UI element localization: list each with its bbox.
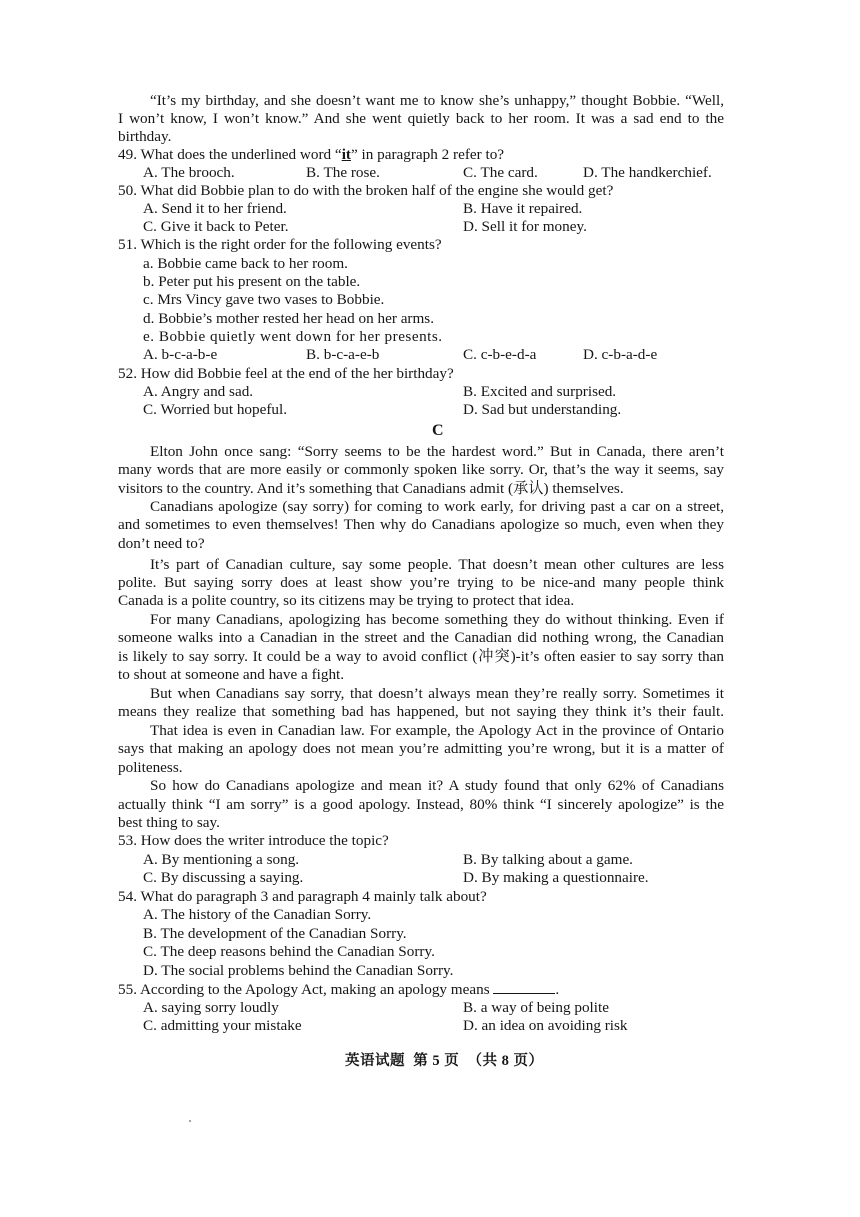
passage-line: polite. But saying sorry does at least show you’re trying to be nice-and many people think bbox=[118, 574, 724, 591]
question-52-option-c[interactable]: C. Worried but hopeful. bbox=[143, 401, 288, 418]
question-54-option-d[interactable]: D. The social problems behind the Canadian Sorry. bbox=[143, 962, 454, 979]
event-item: c. Mrs Vincy gave two vases to Bobbie. bbox=[143, 291, 385, 308]
passage-line: and sometimes to even themselves! Then why do Canadians apologize so much, even when they bbox=[118, 516, 724, 533]
question-50-option-c[interactable]: C. Give it back to Peter. bbox=[143, 218, 289, 235]
page-footer: 英语试题 第 5 页 （共 8 页） bbox=[345, 1053, 544, 1069]
question-53-option-c[interactable]: C. By discussing a saying. bbox=[143, 869, 304, 886]
passage-line: For many Canadians, apologizing has become something they do without thinking. Even if bbox=[150, 611, 724, 628]
question-54-option-c[interactable]: C. The deep reasons behind the Canadian Sorry. bbox=[143, 943, 435, 960]
question-54-option-b[interactable]: B. The development of the Canadian Sorry. bbox=[143, 925, 407, 942]
question-55-stem: 55. According to the Apology Act, making an apology means . bbox=[118, 981, 560, 998]
question-49-stem: 49. What does the underlined word “it” in paragraph 2 refer to? bbox=[118, 146, 505, 163]
scan-speck bbox=[189, 1120, 191, 1122]
passage-line: someone walks into a Canadian in the street and the Canadian did nothing wrong, the Canadian bbox=[118, 629, 724, 646]
question-49-option-d[interactable]: D. The handkerchief. bbox=[583, 164, 712, 181]
passage-line: means they realize that something bad has happened, but not saying they think it’s their fault. bbox=[118, 703, 724, 720]
question-49-option-a[interactable]: A. The brooch. bbox=[143, 164, 235, 181]
passage-line: actually think “I am sorry” is a good apology. Instead, 80% think “I sincerely apologize” is the bbox=[118, 796, 724, 813]
passage-line: don’t need to? bbox=[118, 535, 205, 552]
event-item: d. Bobbie’s mother rested her head on her arms. bbox=[143, 310, 435, 327]
question-52-option-b[interactable]: B. Excited and surprised. bbox=[463, 383, 617, 400]
passage-line: is likely to say sorry. It could be a way to avoid conflict (冲突)-it’s often easier to say sorry than bbox=[118, 648, 724, 665]
question-53-stem: 53. How does the writer introduce the topic? bbox=[118, 832, 389, 849]
passage-line: politeness. bbox=[118, 759, 183, 776]
passage-line: birthday. bbox=[118, 128, 172, 145]
question-50-option-a[interactable]: A. Send it to her friend. bbox=[143, 200, 287, 217]
question-50-option-d[interactable]: D. Sell it for money. bbox=[463, 218, 587, 235]
question-52-option-d[interactable]: D. Sad but understanding. bbox=[463, 401, 622, 418]
section-heading: C bbox=[432, 422, 444, 439]
question-50-option-b[interactable]: B. Have it repaired. bbox=[463, 200, 583, 217]
event-item: e. Bobbie quietly went down for her presents. bbox=[143, 328, 443, 345]
question-53-option-b[interactable]: B. By talking about a game. bbox=[463, 851, 633, 868]
question-51-option-d[interactable]: D. c-b-a-d-e bbox=[583, 346, 658, 363]
question-49-option-b[interactable]: B. The rose. bbox=[306, 164, 380, 181]
question-50-stem: 50. What did Bobbie plan to do with the broken half of the engine she would get? bbox=[118, 182, 614, 199]
question-51-stem: 51. Which is the right order for the following events? bbox=[118, 236, 442, 253]
question-51-option-b[interactable]: B. b-c-a-e-b bbox=[306, 346, 380, 363]
question-52-option-a[interactable]: A. Angry and sad. bbox=[143, 383, 254, 400]
question-51-option-a[interactable]: A. b-c-a-b-e bbox=[143, 346, 218, 363]
passage-line: It’s part of Canadian culture, say some people. That doesn’t mean other cultures are less bbox=[150, 556, 724, 573]
passage-line: Elton John once sang: “Sorry seems to be the hardest word.” But in Canada, there aren’t bbox=[150, 443, 724, 460]
question-54-option-a[interactable]: A. The history of the Canadian Sorry. bbox=[143, 906, 372, 923]
question-54-stem: 54. What do paragraph 3 and paragraph 4 mainly talk about? bbox=[118, 888, 487, 905]
underlined-word: it bbox=[341, 146, 351, 163]
question-53-option-d[interactable]: D. By making a questionnaire. bbox=[463, 869, 649, 886]
passage-line: says that making an apology does not mean you’re admitting you’re wrong, but it is a matter of bbox=[118, 740, 724, 757]
passage-line: So how do Canadians apologize and mean it? A study found that only 62% of Canadians bbox=[150, 777, 724, 794]
passage-line: “It’s my birthday, and she doesn’t want me to know she’s unhappy,” thought Bobbie. “Well, bbox=[150, 92, 724, 109]
question-51-option-c[interactable]: C. c-b-e-d-a bbox=[463, 346, 537, 363]
event-item: a. Bobbie came back to her room. bbox=[143, 255, 348, 272]
question-53-option-a[interactable]: A. By mentioning a song. bbox=[143, 851, 300, 868]
passage-line: to shout at someone and have a fight. bbox=[118, 666, 345, 683]
question-55-option-d[interactable]: D. an idea on avoiding risk bbox=[463, 1017, 628, 1034]
question-55-option-c[interactable]: C. admitting your mistake bbox=[143, 1017, 302, 1034]
passage-line: visitors to the country. And it’s something that Canadians admit (承认) themselves. bbox=[118, 480, 624, 497]
answer-blank[interactable] bbox=[493, 980, 555, 994]
passage-line: I won’t know, I won’t know.” And she went quietly back to her room. It was a sad end to the bbox=[118, 110, 724, 127]
passage-line: But when Canadians say sorry, that doesn’t always mean they’re really sorry. Sometimes it bbox=[150, 685, 724, 702]
question-55-option-b[interactable]: B. a way of being polite bbox=[463, 999, 609, 1016]
passage-line: That idea is even in Canadian law. For example, the Apology Act in the province of Ontario bbox=[150, 722, 724, 739]
question-49-option-c[interactable]: C. The card. bbox=[463, 164, 538, 181]
event-item: b. Peter put his present on the table. bbox=[143, 273, 361, 290]
passage-line: many words that are more easily or commonly spoken like sorry. Or, that’s the way it seems, say bbox=[118, 461, 724, 478]
question-55-option-a[interactable]: A. saying sorry loudly bbox=[143, 999, 279, 1016]
question-52-stem: 52. How did Bobbie feel at the end of the her birthday? bbox=[118, 365, 454, 382]
passage-line: Canada is a polite country, so its citizens may be trying to protect that idea. bbox=[118, 592, 575, 609]
passage-line: Canadians apologize (say sorry) for coming to work early, for driving past a car on a street, bbox=[150, 498, 724, 515]
passage-line: best thing to say. bbox=[118, 814, 220, 831]
